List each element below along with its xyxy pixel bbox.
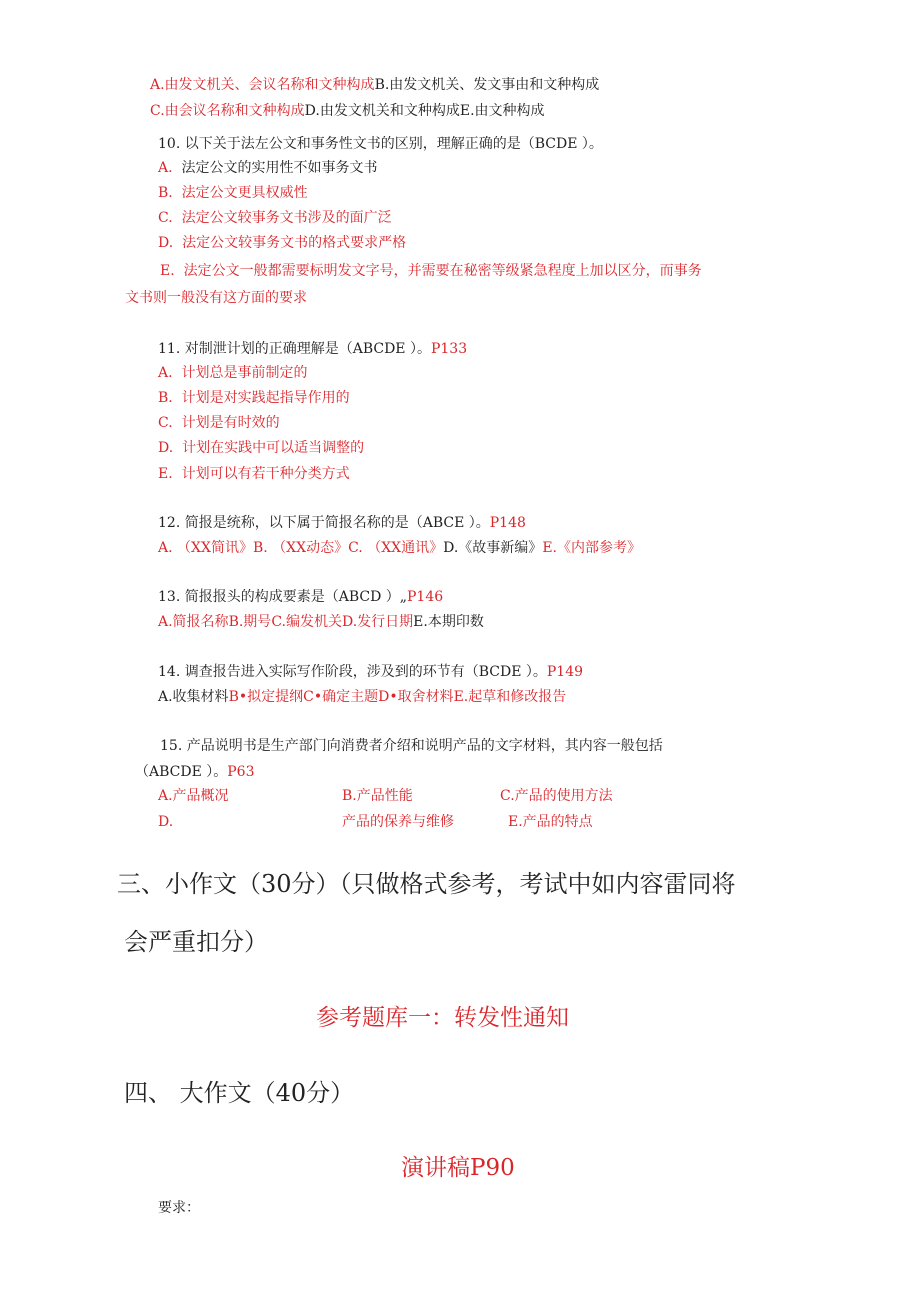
q15-option-e: E.产品的特点 [508, 814, 593, 830]
section-3-title: 三、小作文（30分）（只做格式参考，考试中如内容雷同将 [117, 870, 736, 898]
q12-stem-line [158, 513, 526, 533]
q11-option-e [158, 464, 350, 484]
q14-option-a: A.收集材料 [158, 689, 229, 705]
option-letter: B. [158, 185, 173, 201]
q15-option-a: A.产品概况 [158, 788, 229, 804]
option-text: 法定公文一般都需要标明发文字号，并需要在秘密等级紧急程度上加以区分，而事务 [183, 263, 702, 279]
q11-stem-line [158, 339, 467, 359]
q15-option-d-letter: D. [158, 814, 174, 830]
q11-stem: 11. 对制泄计划的正确理解是（ABCDE ）。 [158, 341, 431, 357]
option-letter: E. [160, 263, 175, 279]
option-letter: A. [158, 365, 173, 381]
q12-stem: 12. 简报是统称，以下属于简报名称的是（ABCE ）。 [158, 515, 490, 531]
option-text: 法定公文的实用性不如事务文书 [181, 160, 378, 176]
q10-option-d [158, 233, 406, 253]
q15-option-b: B.产品性能 [342, 788, 413, 804]
q15-page-ref: P63 [227, 764, 255, 780]
q14-option-e: E.起草和修改报告 [453, 689, 567, 705]
q9-option-e: E.由文种构成 [459, 103, 545, 119]
q14-stem-line [158, 662, 583, 682]
q13-option-e: E.本期印数 [413, 614, 484, 630]
q15-stem: 15. 产品说明书是生产部门向消费者介绍和说明产品的文字材料，其内容一般包括 [160, 738, 663, 754]
q9-options-line-2 [150, 101, 545, 121]
q13-option-c: C.编发机关 [271, 614, 342, 630]
q9-option-d: D.由发文机关和文种构成 [304, 103, 460, 119]
q14-option-b: B•拟定提纲 [228, 689, 304, 705]
option-text: 法定公文更具权威性 [181, 185, 308, 201]
q12-option-b: B. （XX动态》 [252, 540, 349, 556]
option-text: 计划是有时效的 [181, 415, 280, 431]
option-text: 计划在实践中可以适当调整的 [182, 440, 365, 456]
option-text: 计划可以有若干种分类方式 [181, 466, 350, 482]
section-4-title: 四、 大作文（40分） [124, 1079, 355, 1107]
q10-option-e-continuation: 文书则一般没有这方面的要求 [125, 290, 307, 306]
q11-option-d [158, 438, 364, 458]
option-text: 计划是对实践起指导作用的 [181, 390, 350, 406]
q13-options [158, 612, 484, 632]
q11-option-a [158, 363, 307, 383]
option-letter: D. [158, 440, 174, 456]
q14-option-d: D•取舍材料 [378, 689, 454, 705]
q9-option-c: C.由会议名称和文种构成 [150, 103, 305, 119]
q14-stem: 14. 调查报告进入实际写作阶段，涉及到的环节有（BCDE ）。 [158, 664, 547, 680]
q13-option-a: A.简报名称 [158, 614, 229, 630]
option-text: 法定公文较事务文书的格式要求严格 [182, 235, 407, 251]
q10-option-b [158, 183, 308, 203]
q12-options [158, 538, 641, 558]
q14-option-c: C•确定主题 [303, 689, 379, 705]
option-letter: D. [158, 235, 174, 251]
option-letter: C. [158, 415, 173, 431]
q9-option-b: B.由发文机关、发文事由和文种构成 [374, 77, 600, 93]
q13-page-ref: P146 [407, 589, 444, 605]
q9-options-line-1 [150, 75, 599, 95]
option-letter: C. [158, 210, 173, 226]
q14-page-ref: P149 [546, 664, 584, 680]
option-text: 计划总是事前制定的 [181, 365, 308, 381]
q12-option-c: C. （XX通讯》 [348, 540, 444, 556]
q12-option-d: D.《故事新编》 [443, 540, 543, 556]
q10-stem: 10. 以下关于法左公文和事务性文书的区别，理解正确的是（BCDE ）。 [158, 136, 603, 152]
q15-option-c: C.产品的使用方法 [500, 788, 613, 804]
q12-option-a: A. （XX简讯》 [158, 540, 253, 556]
option-letter: E. [158, 466, 173, 482]
q13-stem: 13. 简报报头的构成要素是（ABCD ）„ [158, 589, 408, 605]
q14-options [158, 687, 566, 707]
section-3-subtitle: 参考题库一：转发性通知 [316, 1005, 569, 1031]
q11-page-ref: P133 [430, 341, 468, 357]
q10-option-c [158, 208, 392, 228]
q12-page-ref: P148 [489, 515, 526, 531]
q15-stem-cont-line [135, 762, 255, 782]
q11-option-b [158, 388, 350, 408]
section-3-title-cont: 会严重扣分） [124, 928, 268, 956]
q13-option-b: B.期号 [228, 614, 272, 630]
requirement-label: 要求： [158, 1200, 200, 1216]
q15-option-d-text: 产品的保养与维修 [342, 814, 454, 830]
q13-option-d: D.发行日期 [341, 614, 414, 630]
q13-stem-line [158, 587, 443, 607]
option-letter: B. [158, 390, 173, 406]
q10-option-a [158, 158, 377, 178]
option-letter: A. [158, 160, 173, 176]
q10-option-e [160, 261, 702, 281]
q9-option-a: A.由发文机关、会议名称和文种构成 [150, 77, 375, 93]
q11-option-c [158, 413, 280, 433]
section-4-subtitle: 演讲稿P90 [401, 1155, 515, 1181]
q12-option-e: E.《内部参考》 [542, 540, 641, 556]
option-text: 法定公文较事务文书涉及的面广泛 [181, 210, 392, 226]
q15-stem-cont: （ABCDE ）。 [135, 764, 228, 780]
